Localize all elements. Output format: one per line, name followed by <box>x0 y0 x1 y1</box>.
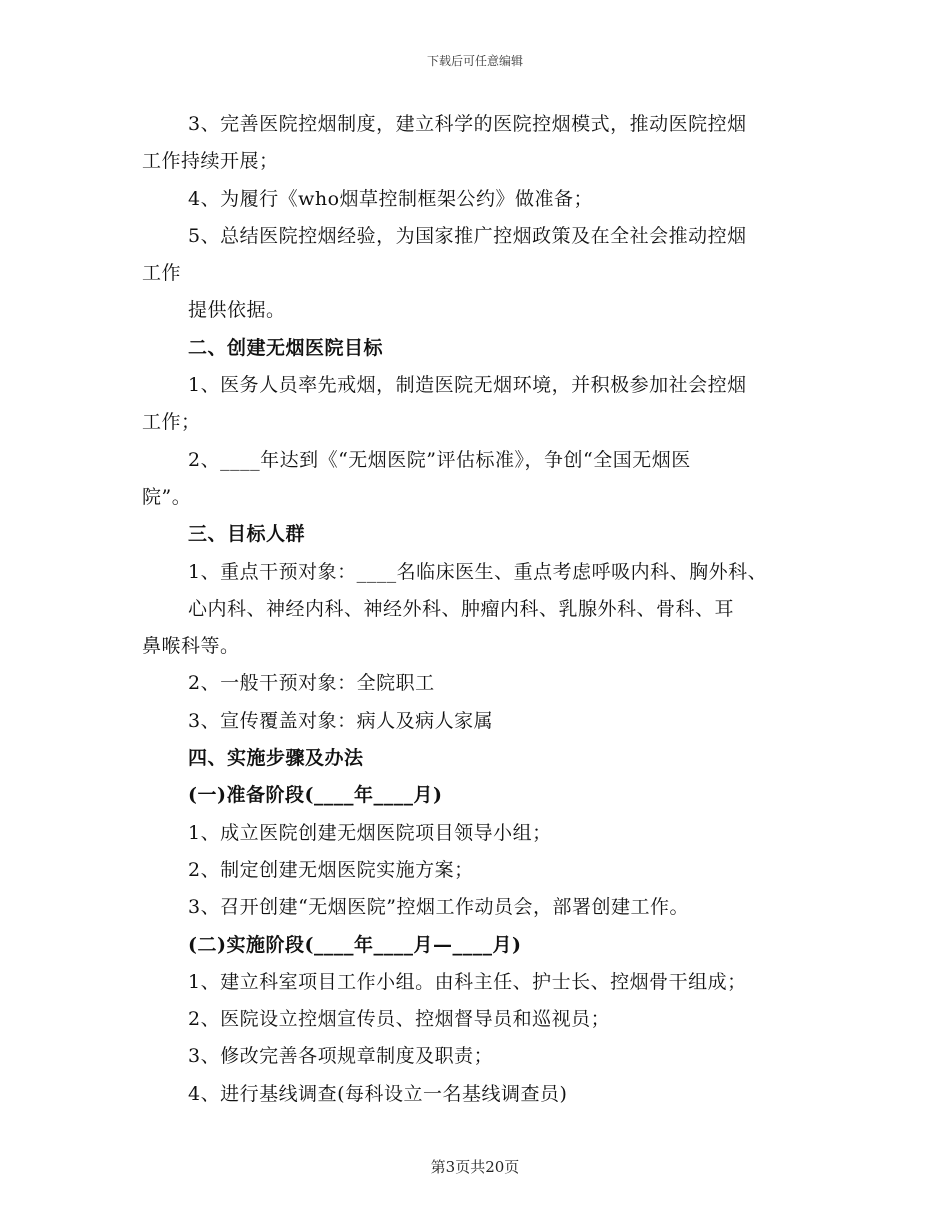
paragraph-line: 4、进行基线调查(每科设立一名基线调查员) <box>188 1082 568 1105</box>
page-number: 第3页共20页 <box>430 1158 520 1176</box>
paragraph-line: 2、____年达到《“无烟医院”评估标准》，争创“全国无烟医 <box>188 448 691 471</box>
paragraph-line: 2、一般干预对象：全院职工 <box>188 672 435 695</box>
paragraph-line: 提供依据。 <box>188 299 286 322</box>
paragraph-line: 1、重点干预对象：____名临床医生、重点考虑呼吸内科、胸外科、 <box>188 560 768 583</box>
paragraph-line: 1、医务人员率先戒烟，制造医院无烟环境，并积极参加社会控烟 <box>188 374 747 397</box>
section-heading: 三、目标人群 <box>188 523 306 546</box>
paragraph-line: 4、为履行《who烟草控制框架公约》做准备； <box>188 187 594 210</box>
section-heading: (一)准备阶段(____年____月) <box>188 784 443 807</box>
paragraph-line: 2、制定创建无烟医院实施方案； <box>188 858 474 881</box>
paragraph-line: 5、总结医院控烟经验，为国家推广控烟政策及在全社会推动控烟 <box>188 224 747 247</box>
paragraph-line: 1、成立医院创建无烟医院项目领导小组； <box>188 821 552 844</box>
paragraph-line: 院”。 <box>142 485 192 508</box>
paragraph-line: 3、召开创建“无烟医院”控烟工作动员会，部署创建工作。 <box>188 896 690 919</box>
section-heading: 四、实施步骤及办法 <box>188 747 364 770</box>
paragraph-line: 3、修改完善各项规章制度及职责； <box>188 1045 494 1068</box>
paragraph-line: 鼻喉科等。 <box>142 635 240 658</box>
paragraph-line: 2、医院设立控烟宣传员、控烟督导员和巡视员； <box>188 1008 611 1031</box>
page-header: 下载后可任意编辑 <box>426 54 523 68</box>
paragraph-line: 心内科、神经内科、神经外科、肿瘤内科、乳腺外科、骨科、耳 <box>188 597 735 620</box>
document-body <box>142 106 822 1113</box>
paragraph-line: 1、建立科室项目工作小组。由科主任、护士长、控烟骨干组成； <box>188 970 747 993</box>
section-heading: 二、创建无烟医院目标 <box>188 336 384 359</box>
paragraph-line: 工作持续开展； <box>142 150 279 173</box>
section-heading: (二)实施阶段(____年____月—____月) <box>188 933 522 956</box>
paragraph-line: 工作； <box>142 411 201 434</box>
paragraph-line: 工作 <box>142 262 182 285</box>
paragraph-line: 3、完善医院控烟制度，建立科学的医院控烟模式，推动医院控烟 <box>188 113 747 135</box>
paragraph-line: 3、宣传覆盖对象：病人及病人家属 <box>188 709 494 732</box>
